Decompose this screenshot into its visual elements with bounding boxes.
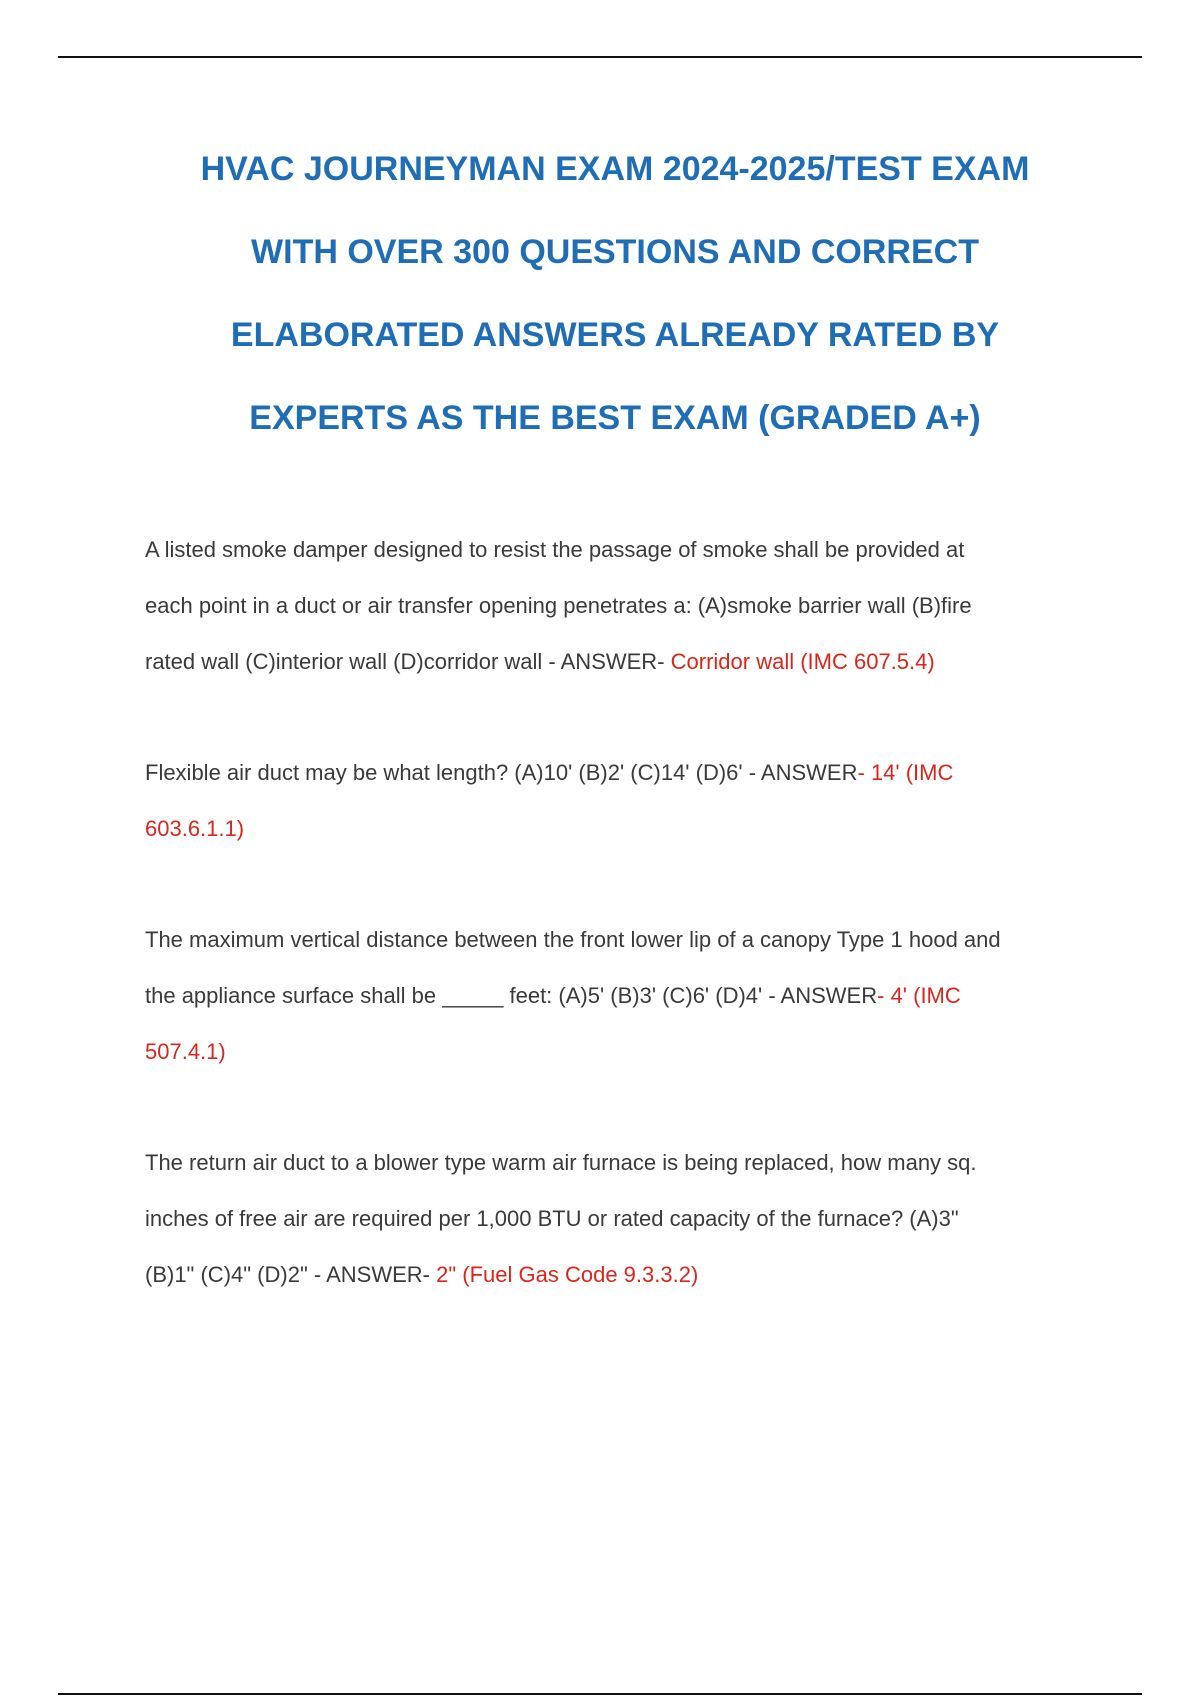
question-list [145, 522, 1095, 1303]
answer-text: Corridor wall (IMC 607.5.4) [670, 649, 935, 674]
document-title [90, 128, 1140, 460]
question-item-return-air-duct [145, 1135, 1095, 1303]
bottom-rule [58, 1693, 1142, 1695]
question-text-line: inches of free air are required per 1,000 BTU or rated capacity of the furnace? (A)3" [145, 1206, 959, 1231]
question-item-smoke-damper [145, 522, 1095, 690]
title-line-3: ELABORATED ANSWERS ALREADY RATED BY [230, 316, 1000, 354]
question-text-line: The return air duct to a blower type warm air furnace is being replaced, how many sq. [145, 1150, 977, 1175]
question-text-line [145, 968, 1095, 1024]
question-text-line: each point in a duct or air transfer opening penetrates a: (A)smoke barrier wall (B)fire [145, 593, 972, 618]
question-item-canopy-hood [145, 912, 1095, 1080]
question-text: rated wall (C)interior wall (D)corridor wall - ANSWER- [145, 649, 671, 674]
answer-text: 507.4.1) [145, 1039, 226, 1064]
question-item-flexible-duct [145, 745, 1095, 857]
title-line-2: WITH OVER 300 QUESTIONS AND CORRECT [251, 233, 979, 271]
question-text-line [145, 634, 1095, 690]
title-line-4: EXPERTS AS THE BEST EXAM (GRADED A+) [249, 399, 981, 437]
top-rule [58, 56, 1142, 58]
question-text-line [145, 745, 1095, 801]
question-text: Flexible air duct may be what length? (A)10' (B)2' (C)14' (D)6' - ANSWER [145, 760, 858, 785]
answer-text: 603.6.1.1) [145, 816, 245, 841]
question-text: the appliance surface shall be _____ feet: (A)5' (B)3' (C)6' (D)4' - ANSWER [145, 983, 878, 1008]
title-line-1: HVAC JOURNEYMAN EXAM 2024-2025/TEST EXAM [200, 150, 1030, 188]
question-text-line: The maximum vertical distance between the front lower lip of a canopy Type 1 hood and [145, 927, 1001, 952]
answer-text: - 14' (IMC [857, 760, 954, 785]
question-text-line: A listed smoke damper designed to resist the passage of smoke shall be provided at [145, 537, 965, 562]
question-text-line [145, 1247, 1095, 1303]
question-text: (B)1" (C)4" (D)2" - ANSWER- [145, 1262, 437, 1287]
answer-text: 2" (Fuel Gas Code 9.3.3.2) [436, 1262, 699, 1287]
answer-text: - 4' (IMC [877, 983, 961, 1008]
